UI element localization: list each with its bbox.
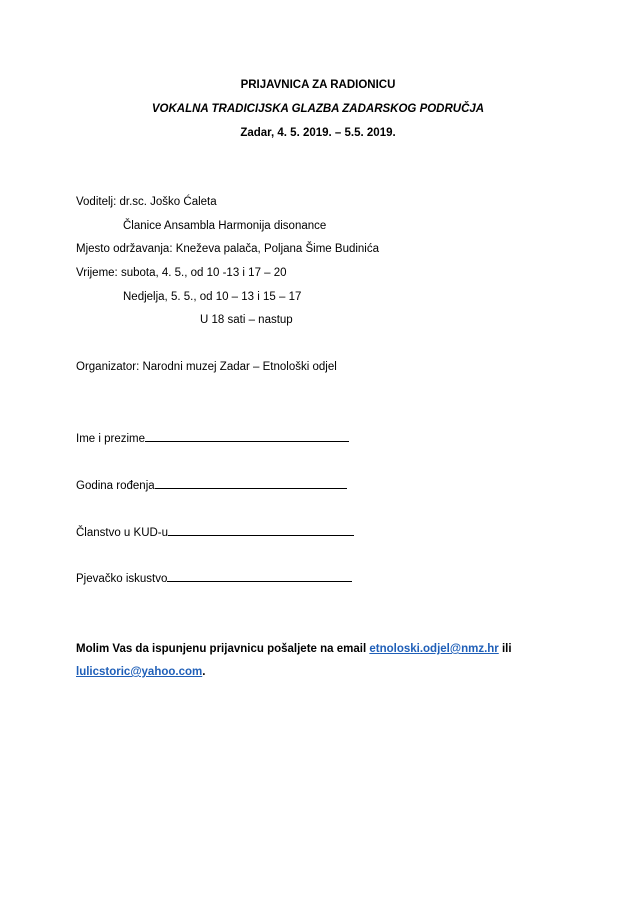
performance-line: U 18 sati – nastup [200,314,293,326]
workshop-subtitle: VOKALNA TRADICIJSKA GLAZBA ZADARSKOG PODRUČJA [151,103,485,115]
time-sunday-line: Nedjelja, 5. 5., od 10 – 13 i 15 – 17 [123,291,302,303]
organizer-line: Organizator: Narodni muzej Zadar – Etnološki odjel [76,361,337,373]
workshop-dates: Zadar, 4. 5. 2019. – 5.5. 2019. [240,127,396,139]
kud-membership-blank[interactable] [168,524,354,536]
or-text: ili [501,643,512,655]
birth-year-blank[interactable] [155,477,347,489]
period-text: . [202,666,206,678]
singing-experience-blank[interactable] [167,570,352,582]
name-field[interactable] [76,430,349,446]
submission-instructions [76,642,512,656]
birth-year-label: Godina rođenja [76,480,155,492]
venue-line: Mjesto održavanja: Kneževa palača, Poljana Šime Budinića [76,243,380,255]
email-link-etnoloski[interactable]: etnoloski.odjel@nmz.hr [369,643,499,655]
kud-membership-field[interactable] [76,524,354,540]
singing-experience-label: Pjevačko iskustvo [76,573,168,585]
name-label: Ime i prezime [76,433,146,445]
kud-membership-label: Članstvo u KUD-u [76,527,169,539]
birth-year-field[interactable] [76,477,347,493]
leader-line: Voditelj: dr.sc. Joško Ćaleta [76,196,217,208]
name-blank[interactable] [145,430,349,442]
singing-experience-field[interactable] [76,570,352,586]
submission-instructions-cont [76,665,205,679]
email-link-yahoo[interactable]: lulicstoric@yahoo.com [76,666,203,678]
time-saturday-line: Vrijeme: subota, 4. 5., od 10 -13 i 17 – 20 [76,267,287,279]
document-title: PRIJAVNICA ZA RADIONICU [240,79,396,91]
instructions-text: Molim Vas da ispunjenu prijavnicu pošaljete na email [76,643,367,655]
members-line: Članice Ansambla Harmonija disonance [123,220,327,232]
